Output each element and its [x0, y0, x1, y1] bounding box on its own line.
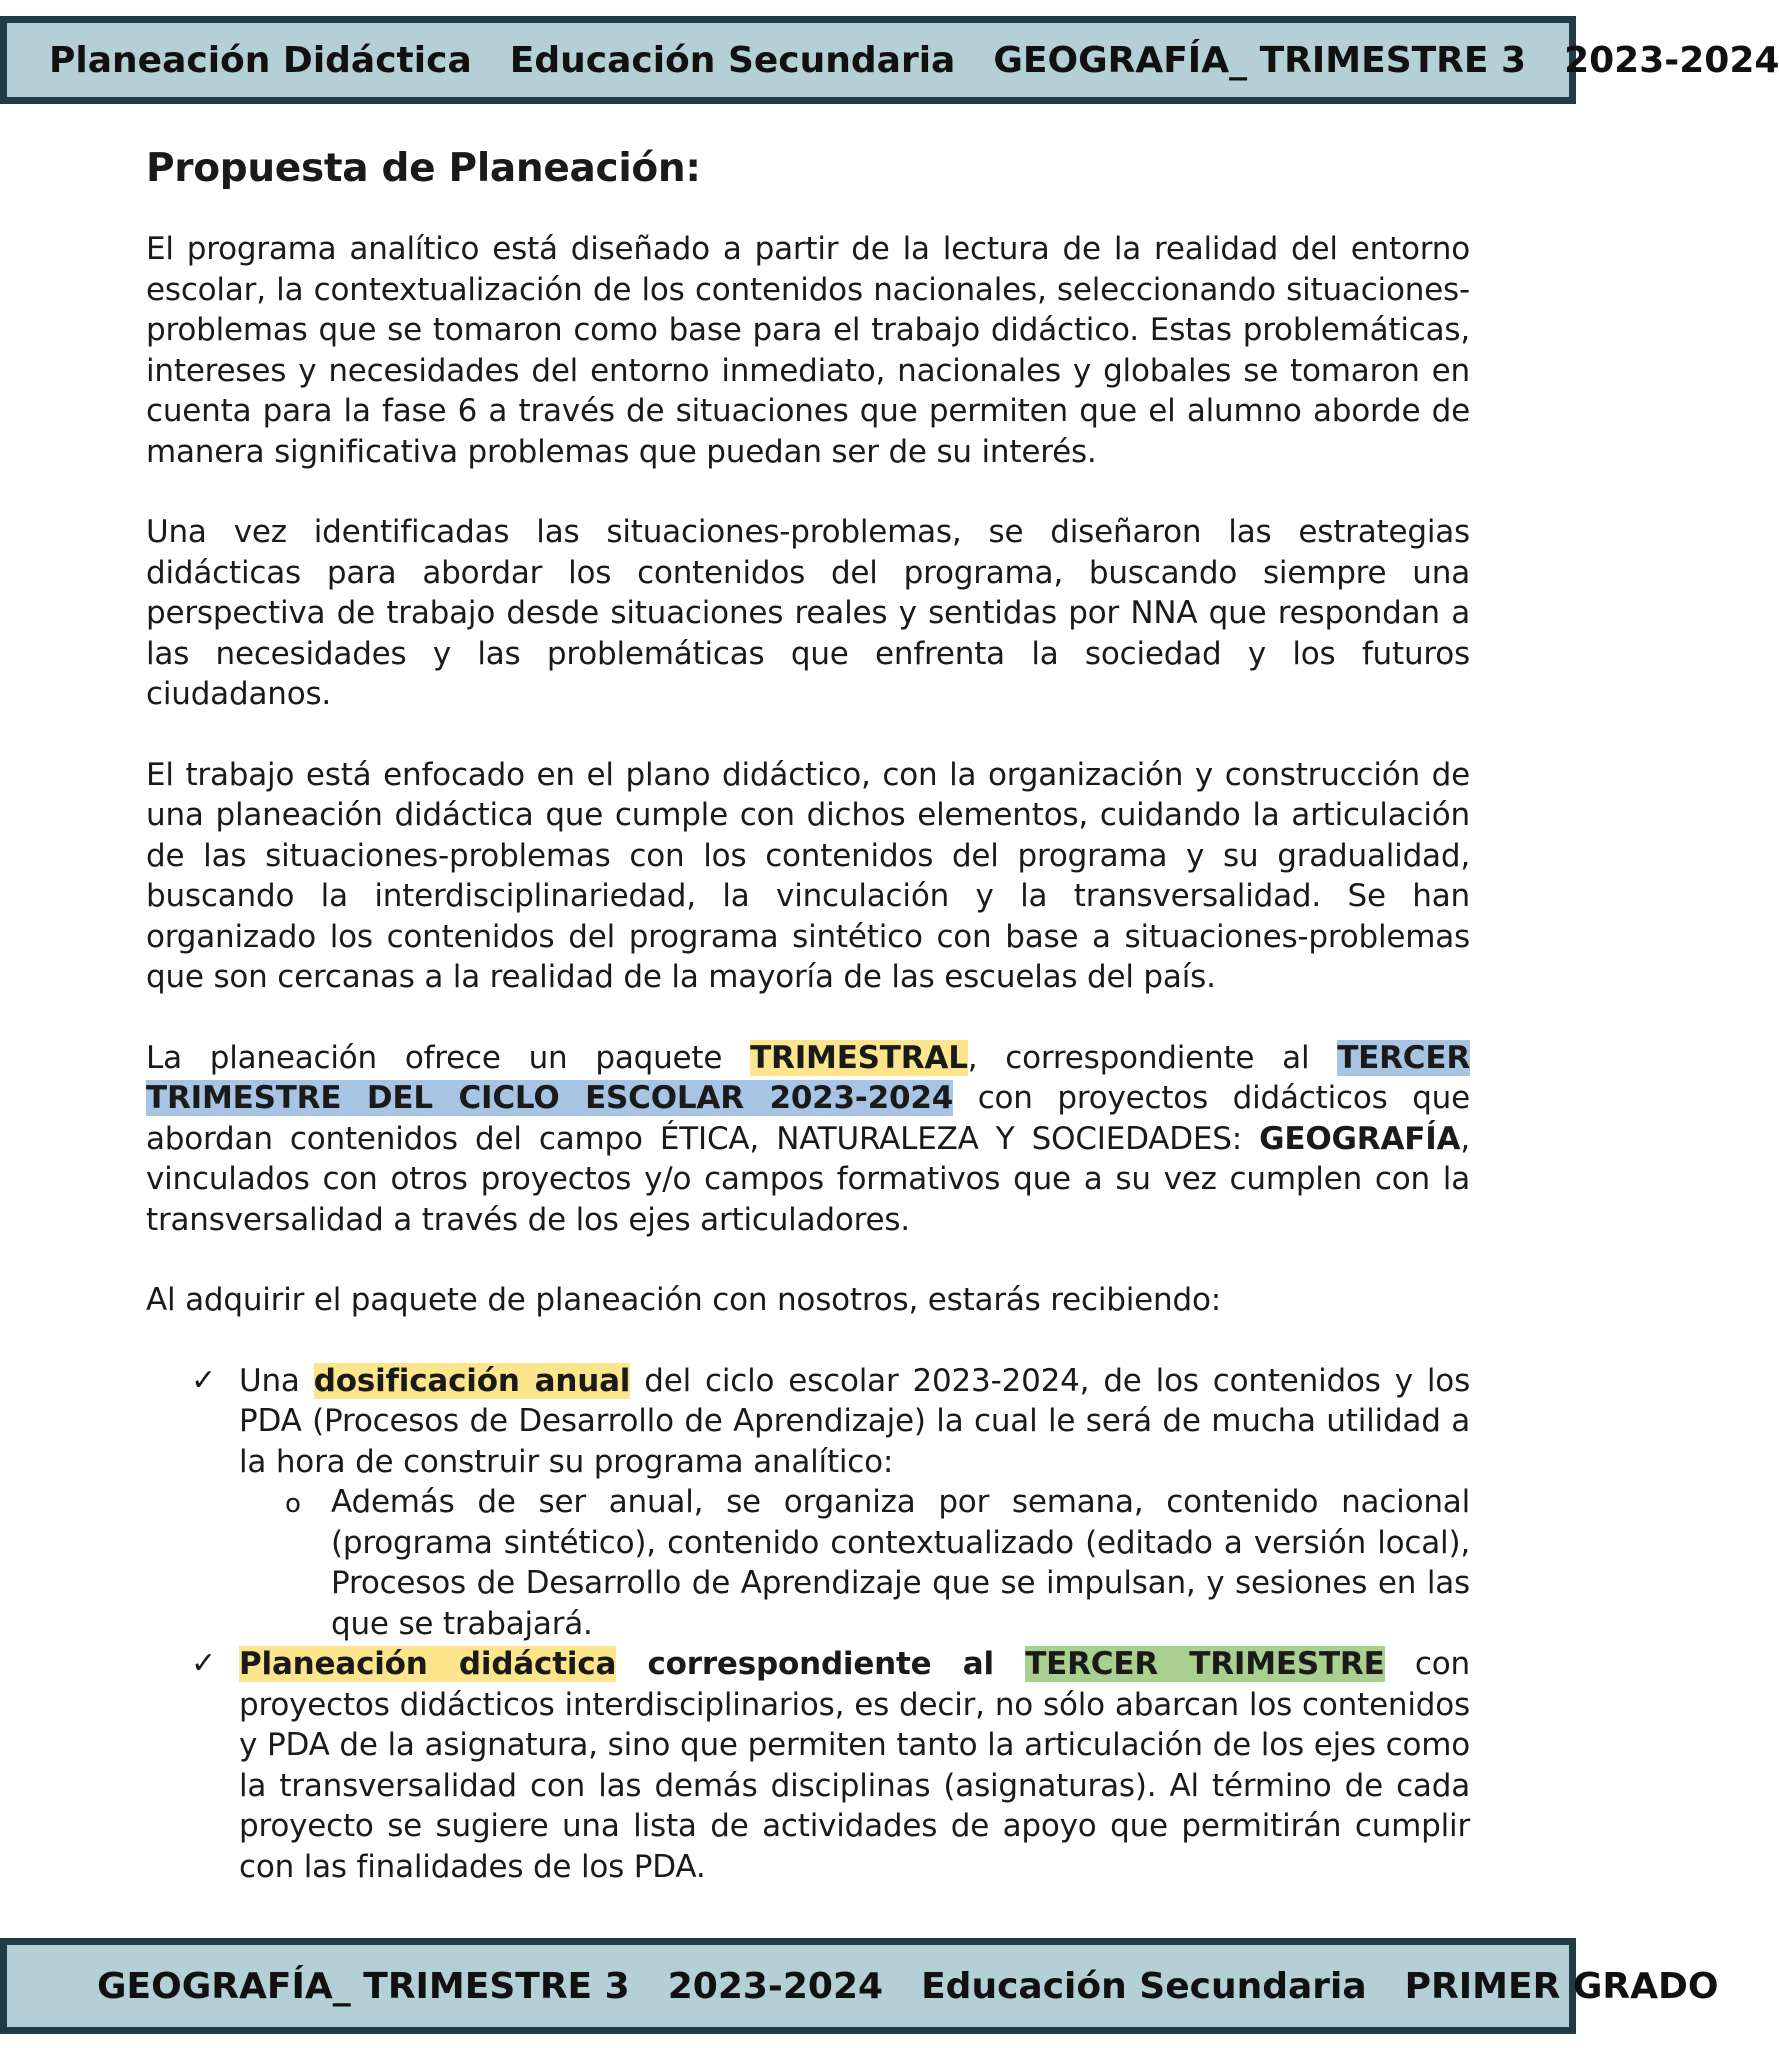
- paragraph-2: Una vez identificadas las situaciones-problemas, se diseñaron las estrategias didácticas para abordar los contenidos del programa, buscando siempre una perspectiva de trabajo desde situaciones reales y sentidas por NNA que respondan a las necesidades y las problemáticas que enfrenta la sociedad y los futuros ciudadanos.: [146, 514, 1470, 712]
- p4-text-a: La planeación ofrece un paquete: [146, 1039, 751, 1076]
- sub-item-text: Además de ser anual, se organiza por semana, contenido nacional (programa sintético), contenido contextualizado (editado a versión local), Procesos de Desarrollo de Aprendizaje que se impulsan, y sesiones en las que se trabajará.: [331, 1484, 1470, 1642]
- paragraph-3: El trabajo está enfocado en el plano didáctico, con la organización y construcción de una planeación didáctica que cumple con dichos elementos, cuidando la articulación de las situaciones-problemas con los contenidos del programa y su gradualidad, buscando la interdisciplinariedad, la vinculación y la transversalidad. Se han organizado los contenidos del programa sintético con base a situaciones-problemas que son cercanas a la realidad de la mayoría de las escuelas del país.: [146, 756, 1470, 995]
- page-title: Propuesta de Planeación:: [146, 146, 701, 191]
- header-educacion: Educación Secundaria: [509, 39, 956, 81]
- circle-bullet-icon: o: [285, 1489, 301, 1519]
- page-header: [0, 16, 1779, 104]
- header-subject: GEOGRAFÍA_ TRIMESTRE 3: [993, 39, 1527, 81]
- p4-text-c: , correspondiente al: [967, 1039, 1338, 1076]
- footer-grade: PRIMER GRADO: [1404, 1965, 1719, 2007]
- check-icon: ✓: [191, 1362, 216, 1398]
- benefits-list: [146, 1361, 1470, 1888]
- item1-text-a: Una: [239, 1362, 314, 1399]
- p4-text-e: con proyectos didácticos que abordan contenidos del campo ÉTICA, NATURALEZA Y SOCIEDADES:: [146, 1080, 1470, 1157]
- item2-text-b: correspondiente al: [616, 1646, 1026, 1682]
- highlight-tercer-trimestre-ciclo: TERCER TRIMESTRE DEL CICLO ESCOLAR 2023-2024: [146, 1039, 1471, 1116]
- p4-text-g: , vinculados con otros proyectos y/o campos formativos que a su vez cumplen con la transversalidad a través de los ejes articuladores.: [146, 1120, 1470, 1238]
- footer-year: 2023-2024: [667, 1965, 884, 2007]
- item2-text-d: con proyectos didácticos interdisciplinarios, es decir, no sólo abarcan los contenidos y PDA de la asignatura, sino que permiten tanto la articulación de los ejes como la transversalidad con las demás disciplinas (asignaturas). Al término de cada proyecto se sugiere una lista de actividades de apoyo que permitirán cumplir con las finalidades de los PDA.: [239, 1646, 1470, 1885]
- highlight-trimestral: TRIMESTRAL: [750, 1039, 968, 1076]
- list-item-planeacion: [146, 1644, 1470, 1887]
- document-body: [146, 146, 1470, 1887]
- highlight-planeacion-didactica: Planeación didáctica: [239, 1646, 617, 1682]
- paragraph-4: [146, 1038, 1470, 1241]
- item1-text-c: del ciclo escolar 2023-2024, de los contenidos y los PDA (Procesos de Desarrollo de Aprendizaje) la cual le será de mucha utilidad a la hora de construir su programa analítico:: [239, 1362, 1471, 1480]
- paragraph-1: El programa analítico está diseñado a partir de la lectura de la realidad del entorno escolar, la contextualización de los contenidos nacionales, seleccionando situaciones-problemas que se tomaron como base para el trabajo didáctico. Estas problemáticas, intereses y necesidades del entorno inmediato, nacionales y globales se tomaron en cuenta para la fase 6 a través de situaciones que permiten que el alumno aborde de manera significativa problemas que puedan ser de su interés.: [146, 231, 1470, 470]
- list-item-dosificacion: [146, 1361, 1470, 1645]
- header-planeacion: Planeación Didáctica: [49, 39, 472, 81]
- paragraph-5: Al adquirir el paquete de planeación con nosotros, estarás recibiendo:: [146, 1282, 1221, 1318]
- highlight-dosificacion-anual: dosificación anual: [313, 1362, 631, 1399]
- bold-geografia: GEOGRAFÍA: [1259, 1120, 1461, 1157]
- header-year: 2023-2024: [1564, 39, 1779, 81]
- footer-educacion: Educación Secundaria: [921, 1965, 1367, 2007]
- page-footer: [0, 1938, 1719, 2034]
- highlight-tercer-trimestre: TERCER TRIMESTRE: [1025, 1646, 1385, 1682]
- sub-list-item: [239, 1482, 1470, 1644]
- check-icon: ✓: [191, 1646, 216, 1681]
- footer-subject: GEOGRAFÍA_ TRIMESTRE 3: [97, 1965, 630, 2007]
